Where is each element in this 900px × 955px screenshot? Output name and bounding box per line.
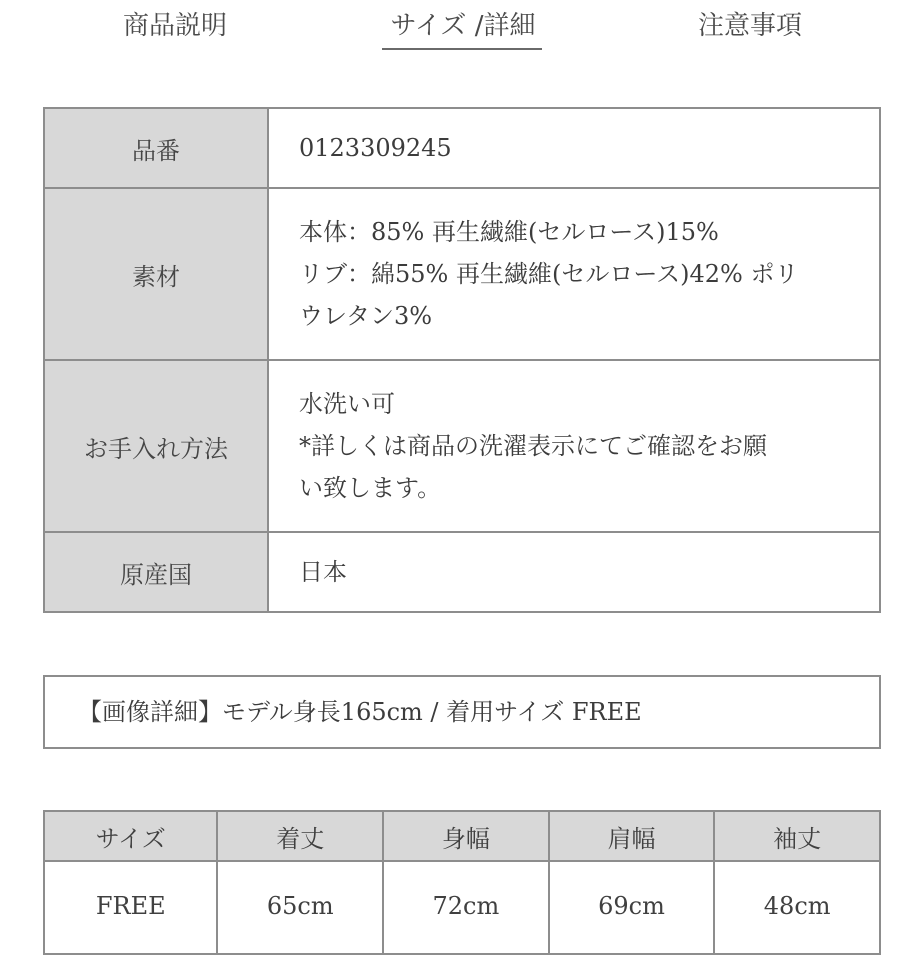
spec-value-care — [268, 360, 880, 532]
spec-value-line: 本体：85% 再生繊維(セルロース)15% — [299, 218, 719, 246]
size-table-row — [44, 861, 880, 954]
spec-value-origin — [268, 532, 880, 612]
model-info-text: 【画像詳細】モデル身長165cm / 着用サイズ FREE — [78, 698, 642, 726]
model-info-box — [43, 675, 881, 749]
spec-row-item-number — [44, 108, 880, 188]
spec-table — [43, 107, 881, 613]
tab-notes[interactable]: 注意事項 — [697, 11, 802, 41]
tab-size-details[interactable]: サイズ /詳細 — [390, 11, 536, 41]
size-header-size: サイズ — [44, 811, 217, 861]
spec-label-care: お手入れ方法 — [44, 360, 268, 532]
size-header-shoulder: 肩幅 — [549, 811, 715, 861]
spec-row-origin — [44, 532, 880, 612]
size-cell: 72cm — [383, 861, 549, 954]
spec-value-line: 日本 — [299, 558, 347, 586]
tab-bar — [0, 0, 900, 60]
spec-value-material — [268, 188, 880, 360]
spec-value-line: ウレタン3% — [299, 302, 433, 330]
size-cell: 69cm — [549, 861, 715, 954]
size-table — [43, 810, 881, 955]
tab-product-description[interactable]: 商品説明 — [122, 11, 227, 41]
size-header-width: 身幅 — [383, 811, 549, 861]
spec-value-item-number — [268, 108, 880, 188]
spec-label-origin: 原産国 — [44, 532, 268, 612]
spec-row-material — [44, 188, 880, 360]
spec-value-line: 水洗い可 — [299, 390, 395, 418]
spec-value-line: 0123309245 — [299, 134, 452, 162]
spec-value-line: *詳しくは商品の洗濯表示にてご確認をお願 — [299, 432, 767, 460]
spec-value-line: リブ：綿55% 再生繊維(セルロース)42% ポリ — [299, 260, 799, 288]
spec-row-care — [44, 360, 880, 532]
active-tab-indicator — [382, 48, 542, 50]
size-header-length: 着丈 — [217, 811, 383, 861]
spec-label-material: 素材 — [44, 188, 268, 360]
spec-label-item-number: 品番 — [44, 108, 268, 188]
size-cell: 65cm — [217, 861, 383, 954]
spec-value-line: い致します。 — [299, 474, 442, 502]
size-header-sleeve: 袖丈 — [714, 811, 880, 861]
size-cell: FREE — [44, 861, 217, 954]
size-table-header-row — [44, 811, 880, 861]
size-cell: 48cm — [714, 861, 880, 954]
